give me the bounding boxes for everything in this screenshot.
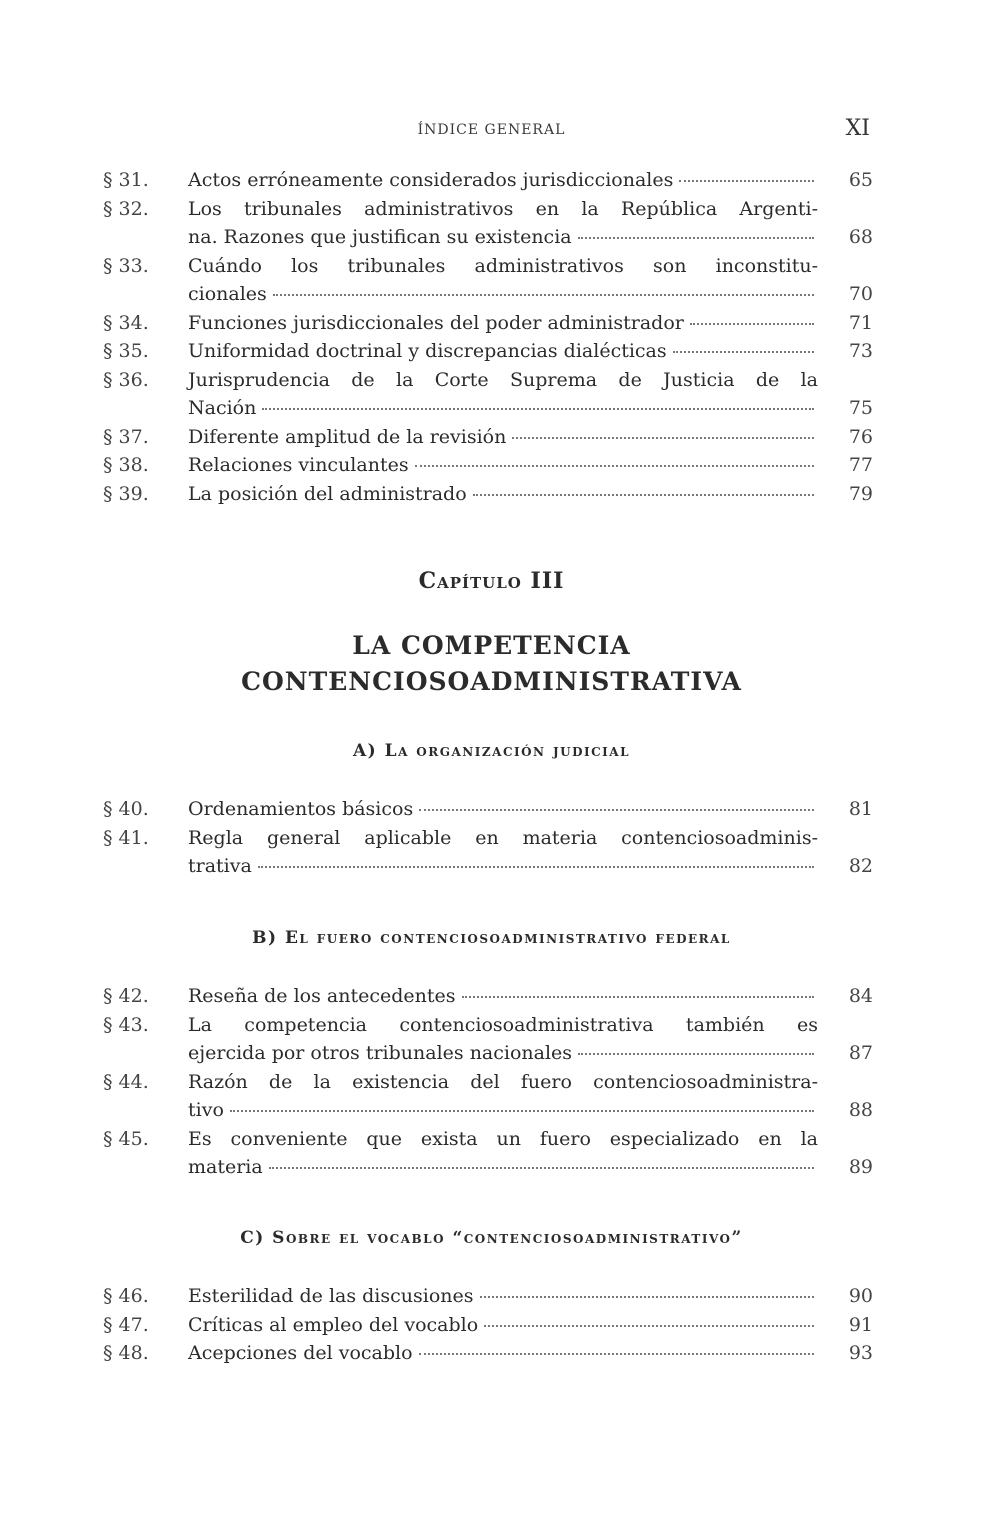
section-number: § 39. (103, 482, 149, 505)
entry-page-number: 82 (848, 855, 873, 877)
entry-page-number: 77 (848, 454, 873, 476)
entry-title (188, 480, 818, 509)
section-heading-c: C) Sobre el vocablo “contenciosoadministrativo” (240, 1228, 743, 1248)
toc-entry (103, 480, 873, 509)
toc-entry (103, 195, 873, 252)
section-number: § 48. (103, 1342, 149, 1364)
entry-title-line: ejercida por otros tribunales nacionales (188, 1042, 573, 1064)
toc-entry (103, 252, 873, 309)
entry-page-number: 87 (848, 1042, 873, 1064)
entry-title (188, 1339, 818, 1368)
entry-title-line: cionales (188, 283, 267, 305)
entry-title (188, 1125, 818, 1182)
entry-title (188, 166, 818, 195)
entry-title-line: Jurisprudencia de la Corte Suprema de Justicia de la (188, 368, 818, 391)
toc-entry (103, 423, 873, 452)
chapter-title-line-2: CONTENCIOSOADMINISTRATIVA (241, 667, 742, 696)
section-heading-a: A) La organización judicial (352, 741, 631, 761)
toc-entry (103, 337, 873, 366)
toc-entry (103, 1311, 873, 1340)
toc-entry (103, 366, 873, 423)
section-number: § 35. (103, 340, 149, 362)
toc-entry (103, 451, 873, 480)
section-number: § 36. (103, 368, 149, 391)
entry-page-number: 84 (848, 985, 873, 1007)
section-number: § 34. (103, 311, 149, 334)
dot-leader (679, 180, 814, 182)
toc-entry (103, 1282, 873, 1311)
entry-page-number: 73 (848, 340, 873, 362)
toc-entry (103, 1068, 873, 1125)
dot-leader (273, 294, 814, 296)
entry-title-line: Esterilidad de las discusiones (188, 1285, 474, 1307)
entry-title (188, 366, 818, 423)
section-number: § 40. (103, 798, 149, 820)
section-number: § 37. (103, 425, 149, 448)
chapter-label: Capítulo III (418, 568, 565, 594)
entry-page-number: 70 (848, 283, 873, 305)
chapter-title (0, 628, 983, 700)
entries-top (103, 166, 873, 508)
page-number: XI (845, 116, 870, 141)
entry-page-number: 79 (848, 482, 873, 505)
entry-page-number: 81 (848, 798, 873, 820)
section-number: § 31. (103, 169, 149, 191)
entry-page-number: 71 (848, 311, 873, 334)
entry-title-line: Reseña de los antecedentes (188, 985, 456, 1007)
dot-leader (673, 351, 814, 353)
entry-title (188, 824, 818, 881)
toc-entry (103, 982, 873, 1011)
entry-page-number: 65 (848, 169, 873, 191)
entry-title-line: Relaciones vinculantes (188, 454, 409, 476)
entry-title (188, 337, 818, 366)
chapter-title-line-1: LA COMPETENCIA (352, 631, 631, 660)
toc-entry (103, 309, 873, 338)
entry-title-line: La competencia contenciosoadministrativa también es (188, 1013, 818, 1036)
section-heading-b: B) El fuero contenciosoadministrativo federal (252, 928, 731, 948)
running-head-title: ÍNDICE GENERAL (417, 122, 566, 138)
entry-title-line: Razón de la existencia del fuero contenciosoadministra- (188, 1070, 818, 1093)
section-number: § 45. (103, 1127, 149, 1150)
entry-page-number: 90 (848, 1285, 873, 1307)
entry-title (188, 451, 818, 480)
section-number: § 44. (103, 1070, 149, 1093)
dot-leader (419, 1353, 814, 1355)
entry-page-number: 93 (848, 1342, 873, 1364)
toc-entry (103, 1125, 873, 1182)
dot-leader (258, 866, 814, 868)
entry-title-line: La posición del administrado (188, 482, 467, 505)
entry-title-line: Diferente amplitud de la revisión (188, 425, 507, 448)
entry-page-number: 76 (848, 425, 873, 448)
entry-page-number: 75 (848, 397, 873, 419)
entry-title (188, 1311, 818, 1340)
entry-title-line: Críticas al empleo del vocablo (188, 1313, 479, 1336)
dot-leader (462, 996, 814, 998)
dot-leader (578, 1053, 814, 1055)
entries-section-b (103, 982, 873, 1182)
entry-title-line: na. Razones que justifican su existencia (188, 226, 572, 248)
section-number: § 47. (103, 1313, 149, 1336)
entry-title-line: Cuándo los tribunales administrativos son inconstitu- (188, 254, 818, 277)
entry-title-line: trativa (188, 855, 252, 877)
dot-leader (269, 1167, 814, 1169)
toc-entry (103, 166, 873, 195)
entry-title (188, 1068, 818, 1125)
running-head (0, 116, 983, 146)
dot-leader (262, 408, 814, 410)
dot-leader (578, 237, 814, 239)
entry-page-number: 89 (848, 1156, 873, 1178)
entry-title (188, 1011, 818, 1068)
dot-leader (484, 1325, 814, 1327)
toc-entry (103, 795, 873, 824)
entry-page-number: 91 (848, 1313, 873, 1336)
entry-title-line: Es conveniente que exista un fuero especializado en la (188, 1127, 818, 1150)
entries-section-a (103, 795, 873, 881)
entries-section-c (103, 1282, 873, 1368)
entry-title-line: Funciones jurisdiccionales del poder administrador (188, 311, 684, 334)
entry-page-number: 68 (848, 226, 873, 248)
toc-entry (103, 1011, 873, 1068)
dot-leader (480, 1296, 814, 1298)
section-number: § 42. (103, 985, 149, 1007)
entry-title-line: Los tribunales administrativos en la República Argenti- (188, 197, 818, 220)
dot-leader (230, 1110, 814, 1112)
entry-title-line: Nación (188, 397, 257, 419)
entry-title-line: Uniformidad doctrinal y discrepancias dialécticas (188, 340, 667, 362)
toc-entry (103, 824, 873, 881)
entry-title (188, 423, 818, 452)
entry-title (188, 195, 818, 252)
entry-title-line: Actos erróneamente considerados jurisdiccionales (188, 169, 674, 191)
entry-page-number: 88 (848, 1099, 873, 1121)
entry-title-line: Regla general aplicable en materia contenciosoadminis- (188, 826, 818, 849)
entry-title (188, 252, 818, 309)
entry-title (188, 309, 818, 338)
section-number: § 33. (103, 254, 149, 277)
section-number: § 32. (103, 197, 149, 220)
toc-entry (103, 1339, 873, 1368)
entry-title-line: materia (188, 1156, 263, 1178)
section-number: § 46. (103, 1285, 149, 1307)
dot-leader (512, 437, 814, 439)
dot-leader (690, 323, 814, 325)
entry-title-line: tivo (188, 1099, 224, 1121)
dot-leader (415, 465, 814, 467)
dot-leader (473, 494, 814, 496)
entry-title (188, 795, 818, 824)
section-number: § 43. (103, 1013, 149, 1036)
dot-leader (419, 809, 814, 811)
entry-title-line: Ordenamientos básicos (188, 798, 414, 820)
section-number: § 41. (103, 826, 149, 849)
entry-title-line: Acepciones del vocablo (188, 1342, 413, 1364)
section-number: § 38. (103, 454, 149, 476)
entry-title (188, 1282, 818, 1311)
entry-title (188, 982, 818, 1011)
